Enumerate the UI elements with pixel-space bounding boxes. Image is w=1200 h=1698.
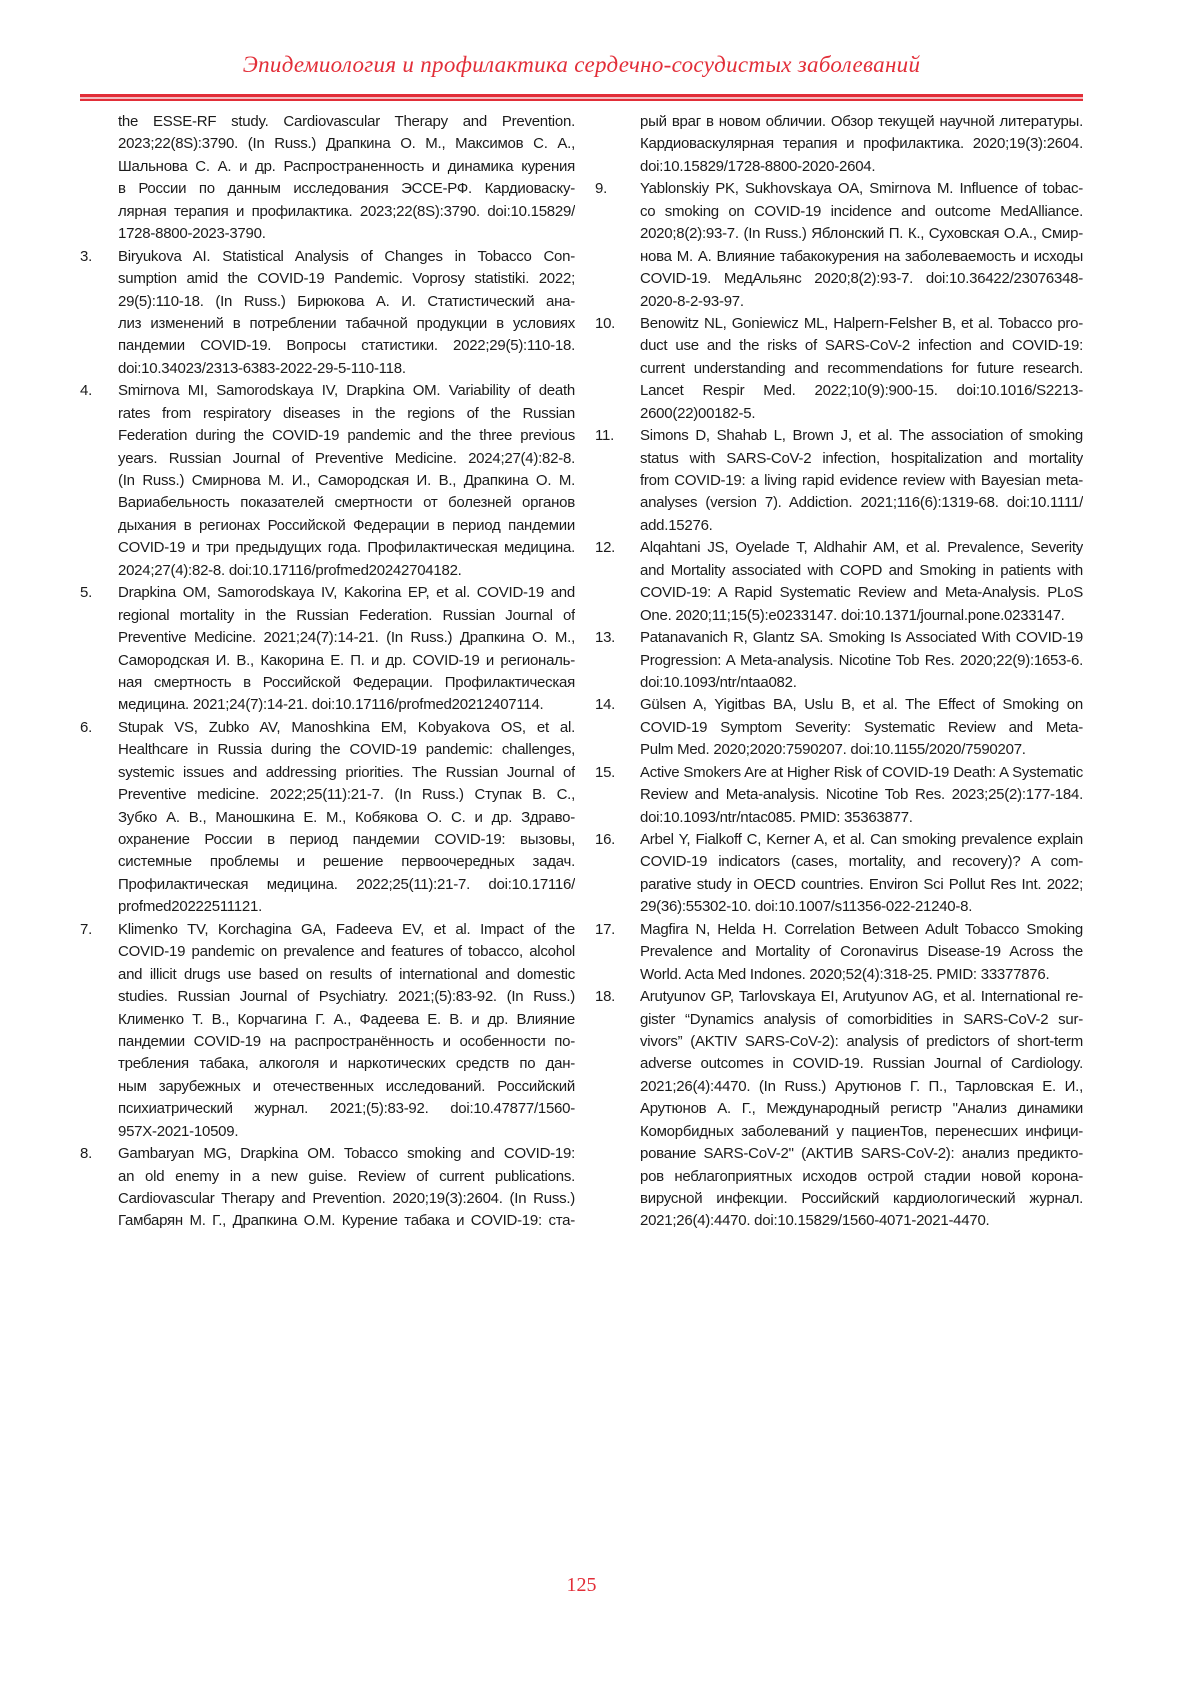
reference-line: Klimenko TV, Korchagina GA, Fadeeva EV, et al. Impact of the bbox=[118, 920, 575, 938]
reference-line: лиз изменений в потреблении табачной продукции в условиях bbox=[118, 314, 575, 332]
reference-number bbox=[595, 111, 640, 178]
reference-line: Yablonskiy PK, Sukhovskaya OA, Smirnova M. Influence of tobac- bbox=[640, 180, 1083, 198]
reference-text bbox=[118, 380, 575, 582]
reference-line: Клименко Т. В., Корчагина Г. А., Фадеева Е. В. и др. Влияние bbox=[118, 1010, 575, 1028]
reference-number: 3. bbox=[80, 247, 93, 265]
reference-text bbox=[640, 178, 1083, 313]
reference-text bbox=[640, 313, 1083, 425]
reference-line: duct use and the risks of SARS-CoV-2 infection and COVID-19: bbox=[640, 337, 1083, 355]
reference-line: Alqahtani JS, Oyelade T, Aldhahir AM, et al. Prevalence, Severity bbox=[640, 539, 1083, 557]
reference-number: 6. bbox=[80, 718, 93, 736]
reference-line: 2023;22(8S):3790. (In Russ.) Драпкина О. М., Максимов С. А., bbox=[118, 135, 575, 153]
reference-line: лярная терапия и профилактика. 2023;22(8S):3790. doi:10.15829/ bbox=[118, 202, 575, 220]
reference-text bbox=[640, 919, 1083, 986]
reference-number: 10. bbox=[595, 314, 616, 332]
reference-line: doi:10.34023/2313-6383-2022-29-5-110-118. bbox=[118, 359, 406, 377]
reference-line: пандемии COVID-19 на распространённость и особенности по- bbox=[118, 1032, 575, 1050]
reference-line: Biryukova AI. Statistical Analysis of Changes in Tobacco Con- bbox=[118, 247, 575, 265]
reference-line: Drapkina OM, Samorodskaya IV, Kakorina EP, et al. COVID-19 and bbox=[118, 584, 575, 602]
reference-number: 4. bbox=[80, 382, 93, 400]
reference-number: 9. bbox=[595, 180, 608, 198]
journal-header-title: Эпидемиология и профилактика сердечно-сосудистых заболеваний bbox=[242, 52, 921, 77]
reference-line: Арутюнов А. Г., Международный регистр "Анализ динамики bbox=[640, 1100, 1083, 1118]
reference-line: Progression: A Meta-analysis. Nicotine Tob Res. 2020;22(9):1653-6. bbox=[640, 651, 1083, 669]
reference-line: Gülsen A, Yigitbas BA, Uslu B, et al. The Effect of Smoking on bbox=[640, 696, 1083, 714]
reference-line: нова М. А. Влияние табакокурения на заболеваемость и исходы bbox=[640, 247, 1083, 265]
reference-line: an old enemy in a new guise. Review of current publications. bbox=[118, 1167, 575, 1185]
reference-number: 17. bbox=[595, 920, 616, 938]
reference-item bbox=[80, 246, 575, 381]
reference-line: doi:10.15829/1728-8800-2020-2604. bbox=[640, 157, 876, 175]
reference-line: Arbel Y, Fialkoff C, Kerner A, et al. Can smoking prevalence explain bbox=[640, 831, 1083, 848]
reference-line: (In Russ.) Смирнова М. И., Самородская И. В., Драпкина О. М. bbox=[118, 472, 575, 489]
reference-line: психиатрический журнал. 2021;(5):83-92. doi:10.47877/1560- bbox=[118, 1100, 575, 1118]
reference-line: системные проблемы и решение первоочередных задач. bbox=[118, 853, 575, 871]
reference-text bbox=[118, 1143, 575, 1233]
reference-line: regional mortality in the Russian Federation. Russian Journal of bbox=[118, 606, 575, 624]
reference-line: дыхания в регионах Российской Федерации в период пандемии bbox=[118, 516, 575, 534]
references-column-left bbox=[80, 111, 575, 1233]
reference-line: Preventive medicine. 2022;25(11):21-7. (In Russ.) Ступак В. С., bbox=[118, 786, 575, 804]
reference-item bbox=[595, 986, 1083, 1233]
reference-item bbox=[80, 582, 575, 717]
reference-item bbox=[80, 111, 575, 246]
reference-line: Active Smokers Are at Higher Risk of COVID-19 Death: A Systematic bbox=[640, 763, 1083, 781]
reference-item bbox=[80, 1143, 575, 1233]
reference-line: rates from respiratory diseases in the regions of the Russian bbox=[118, 404, 575, 422]
reference-line: 2024;27(4):82-8. doi:10.17116/profmed20242704182. bbox=[118, 561, 462, 579]
reference-line: studies. Russian Journal of Psychiatry. 2021;(5):83-92. (In Russ.) bbox=[118, 988, 575, 1006]
reference-line: 957X-2021-10509. bbox=[118, 1122, 239, 1140]
reference-line: охранение России в период пандемии COVID-19: вызовы, bbox=[118, 831, 575, 848]
reference-line: Кардиоваскулярная терапия и профилактика. 2020;19(3):2604. bbox=[640, 135, 1083, 153]
reference-line: COVID-19 indicators (cases, mortality, and recovery)? A com- bbox=[640, 853, 1083, 871]
header-double-rule bbox=[80, 94, 1083, 101]
reference-line: 2600(22)00182-5. bbox=[640, 404, 756, 422]
reference-line: sumption amid the COVID-19 Pandemic. Voprosy statistiki. 2022; bbox=[118, 270, 575, 288]
reference-text bbox=[640, 829, 1083, 919]
reference-number: 5. bbox=[80, 584, 93, 602]
reference-line: One. 2020;11;15(5):e0233147. doi:10.1371/journal.pone.0233147. bbox=[640, 606, 1065, 624]
reference-line: systemic issues and addressing priorities. The Russian Journal of bbox=[118, 763, 575, 781]
reference-line: Simons D, Shahab L, Brown J, et al. The association of smoking bbox=[640, 427, 1083, 445]
reference-text bbox=[118, 246, 575, 381]
reference-item bbox=[595, 762, 1083, 829]
reference-line: Benowitz NL, Goniewicz ML, Halpern-Felsher B, et al. Tobacco pro- bbox=[640, 314, 1083, 332]
reference-line: and illicit drugs use based on results of international and domestic bbox=[118, 965, 575, 983]
reference-number: 7. bbox=[80, 920, 93, 938]
reference-text bbox=[640, 627, 1083, 694]
reference-line: Профилактическая медицина. 2022;25(11):21-7. doi:10.17116/ bbox=[118, 875, 575, 893]
reference-item bbox=[595, 425, 1083, 537]
reference-line: Patanavanich R, Glantz SA. Smoking Is Associated With COVID-19 bbox=[640, 629, 1083, 647]
reference-item bbox=[595, 627, 1083, 694]
reference-item bbox=[80, 380, 575, 582]
reference-line: COVID-19 Symptom Severity: Systematic Review and Meta- bbox=[640, 718, 1083, 736]
reference-line: Gambaryan MG, Drapkina OM. Tobacco smoking and COVID-19: bbox=[118, 1145, 575, 1163]
reference-text bbox=[640, 762, 1083, 829]
page-number: 125 bbox=[566, 1574, 597, 1596]
reference-line: COVID-19 pandemic on prevalence and features of tobacco, alcohol bbox=[118, 943, 575, 961]
reference-line: 29(36):55302-10. doi:10.1007/s11356-022-21240-8. bbox=[640, 898, 973, 916]
reference-text bbox=[640, 694, 1083, 761]
reference-line: status with SARS-CoV-2 infection, hospitalization and mortality bbox=[640, 449, 1083, 467]
reference-number: 18. bbox=[595, 988, 616, 1006]
reference-line: doi:10.1093/ntr/ntac085. PMID: 35363877. bbox=[640, 808, 913, 826]
reference-text bbox=[640, 425, 1083, 537]
reference-item bbox=[595, 919, 1083, 986]
reference-line: 29(5):110-18. (In Russ.) Бирюкова А. И. Статистический ана- bbox=[118, 292, 575, 310]
reference-line: World. Acta Med Indones. 2020;52(4):318-25. PMID: 33377876. bbox=[640, 965, 1050, 983]
reference-text bbox=[118, 582, 575, 717]
reference-text bbox=[640, 986, 1083, 1233]
reference-line: Cardiovascular Therapy and Prevention. 2020;19(3):2604. (In Russ.) bbox=[118, 1190, 575, 1207]
reference-line: Самородская И. В., Какорина Е. П. и др. COVID-19 и региональ- bbox=[118, 651, 575, 669]
reference-line: Гамбарян М. Г., Драпкина О.М. Курение табака и COVID-19: ста- bbox=[118, 1212, 575, 1230]
reference-item bbox=[595, 537, 1083, 627]
reference-item bbox=[80, 919, 575, 1143]
reference-line: рый враг в новом обличии. Обзор текущей научной литературы. bbox=[640, 113, 1083, 130]
reference-number: 11. bbox=[595, 427, 614, 445]
reference-number bbox=[80, 111, 118, 246]
reference-line: Зубко А. В., Маношкина Е. М., Кобякова О. С. и др. Здраво- bbox=[118, 808, 575, 826]
reference-item bbox=[80, 717, 575, 919]
reference-line: Federation during the COVID-19 pandemic and the three previous bbox=[118, 427, 575, 445]
reference-line: from COVID-19: a living rapid evidence review with Bayesian meta- bbox=[640, 472, 1083, 489]
reference-line: Smirnova MI, Samorodskaya IV, Drapkina OM. Variability of death bbox=[118, 382, 575, 400]
reference-number: 8. bbox=[80, 1145, 93, 1163]
reference-line: parative study in OECD countries. Environ Sci Pollut Res Int. 2022; bbox=[640, 875, 1083, 893]
references-column-right bbox=[595, 111, 1083, 1233]
reference-line: ным зарубежных и отечественных исследований. Российский bbox=[118, 1077, 575, 1095]
reference-line: медицина. 2021;24(7):14-21. doi:10.17116/profmed20212407114. bbox=[118, 696, 544, 714]
reference-item bbox=[595, 313, 1083, 425]
reference-line: ров неблагоприятных исходов острой стадии новой корона- bbox=[640, 1167, 1083, 1185]
reference-number: 14. bbox=[595, 696, 616, 714]
reference-text bbox=[640, 537, 1083, 627]
reference-item bbox=[595, 829, 1083, 919]
reference-line: рование SARS-CoV-2" (АКТИВ SARS-CoV-2): анализ предикто- bbox=[640, 1145, 1083, 1163]
reference-line: Prevalence and Mortality of Coronavirus Disease-19 Across the bbox=[640, 943, 1083, 961]
reference-number: 15. bbox=[595, 763, 616, 781]
reference-line: the ESSE-RF study. Cardiovascular Therapy and Prevention. bbox=[118, 113, 575, 130]
reference-line: COVID-19: A Rapid Systematic Review and Meta-Analysis. PLoS bbox=[640, 584, 1083, 602]
reference-item bbox=[595, 111, 1083, 178]
reference-text bbox=[118, 717, 575, 919]
reference-line: Stupak VS, Zubko AV, Manoshkina EM, Kobyakova OS, et al. bbox=[118, 718, 575, 736]
reference-line: Preventive Medicine. 2021;24(7):14-21. (In Russ.) Драпкина О. М., bbox=[118, 629, 575, 647]
reference-line: COVID-19 и три предыдущих года. Профилактическая медицина. bbox=[118, 539, 575, 557]
reference-line: current understanding and recommendations for future research. bbox=[640, 359, 1083, 377]
reference-item bbox=[595, 694, 1083, 761]
reference-line: 2020;8(2):93-7. (In Russ.) Яблонский П. К., Суховская О.А., Смир- bbox=[640, 225, 1083, 243]
reference-line: Magfira N, Helda H. Correlation Between Adult Tobacco Smoking bbox=[640, 920, 1083, 938]
reference-text bbox=[118, 111, 575, 246]
reference-number: 16. bbox=[595, 831, 616, 848]
reference-line: вирусной инфекции. Российский кардиологический журнал. bbox=[640, 1190, 1083, 1207]
reference-number: 13. bbox=[595, 629, 616, 647]
reference-line: Healthcare in Russia during the COVID-19 pandemic: challenges, bbox=[118, 741, 575, 759]
reference-line: add.15276. bbox=[640, 516, 713, 534]
reference-line: Review and Meta-analysis. Nicotine Tob Res. 2023;25(2):177-184. bbox=[640, 786, 1083, 804]
reference-line: Вариабельность показателей смертности от болезней органов bbox=[118, 494, 575, 512]
reference-line: COVID-19. МедАльянс 2020;8(2):93-7. doi:10.36422/23076348- bbox=[640, 270, 1083, 288]
reference-line: gister “Dynamics analysis of comorbidities in SARS-CoV-2 sur- bbox=[640, 1010, 1083, 1028]
reference-line: and Mortality associated with COPD and Smoking in patients with bbox=[640, 561, 1083, 579]
reference-line: Lancet Respir Med. 2022;10(9):900-15. doi:10.1016/S2213- bbox=[640, 382, 1083, 400]
reference-line: vivors” (AKTIV SARS-CoV-2): analysis of predictors of short-term bbox=[640, 1032, 1083, 1050]
reference-line: пандемии COVID-19. Вопросы статистики. 2022;29(5):110-18. bbox=[118, 337, 575, 355]
reference-line: doi:10.1093/ntr/ntaa082. bbox=[640, 673, 797, 691]
reference-line: years. Russian Journal of Preventive Medicine. 2024;27(4):82-8. bbox=[118, 449, 575, 467]
reference-line: Arutyunov GP, Tarlovskaya EI, Arutyunov AG, et al. International re- bbox=[640, 988, 1083, 1006]
reference-line: в России по данным исследования ЭССЕ-РФ. Кардиоваску- bbox=[118, 180, 575, 198]
reference-line: adverse outcomes in COVID-19. Russian Journal of Cardiology. bbox=[640, 1055, 1083, 1073]
reference-line: 2021;26(4):4470. (In Russ.) Арутюнов Г. П., Тарловская Е. И., bbox=[640, 1077, 1083, 1095]
reference-line: Pulm Med. 2020;2020:7590207. doi:10.1155/2020/7590207. bbox=[640, 741, 1026, 759]
reference-line: analyses (version 7). Addiction. 2021;116(6):1319-68. doi:10.1111/ bbox=[640, 494, 1083, 512]
reference-number: 12. bbox=[595, 539, 616, 557]
reference-line: 2021;26(4):4470. doi:10.15829/1560-4071-2021-4470. bbox=[640, 1212, 990, 1230]
reference-line: требления табака, алкоголя и наркотических средств по дан- bbox=[118, 1055, 575, 1073]
reference-text bbox=[640, 111, 1083, 178]
reference-item bbox=[595, 178, 1083, 313]
reference-text bbox=[118, 919, 575, 1143]
reference-line: ная смертность в Российской Федерации. Профилактическая bbox=[118, 673, 575, 691]
reference-line: Шальнова С. А. и др. Распространенность и динамика курения bbox=[118, 157, 575, 175]
reference-line: 2020-8-2-93-97. bbox=[640, 292, 744, 310]
reference-line: co smoking on COVID-19 incidence and outcome MedAlliance. bbox=[640, 202, 1083, 220]
reference-line: Коморбидных заболеваний у пациенТов, перенесших инфици- bbox=[640, 1122, 1083, 1140]
reference-line: 1728-8800-2023-3790. bbox=[118, 225, 266, 243]
reference-line: profmed20222511121. bbox=[118, 898, 262, 916]
